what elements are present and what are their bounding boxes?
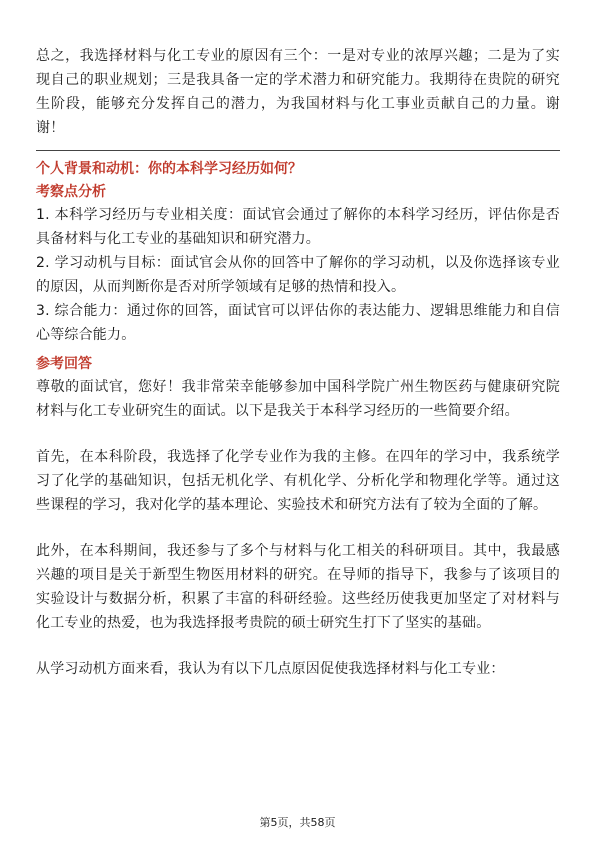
answer-paragraph-2: 首先，在本科阶段，我选择了化学专业作为我的主修。在四年的学习中，我系统学习了化学的基础知识，包括无机化学、有机化学、分析化学和物理化学等。通过这些课程的学习，我对化学的基本理论、实验技术和研究方法有了较为全面的了解。 xyxy=(36,449,560,513)
intro-paragraph: 总之，我选择材料与化工专业的原因有三个：一是对专业的浓厚兴趣；二是为了实现自己的职业规划；三是我具备一定的学术潜力和研究能力。我期待在贵院的研究生阶段，能够充分发挥自己的潜力，为我国材料与化工事业贡献自己的力量。谢谢！ xyxy=(36,48,560,136)
analysis-item-3: 3. 综合能力：通过你的回答，面试官可以评估你的表达能力、逻辑思维能力和自信心等综合能力。 xyxy=(36,303,560,343)
answer-title: 参考回答 xyxy=(36,356,92,372)
document-page xyxy=(36,44,560,681)
analysis-item-2: 2. 学习动机与目标：面试官会从你的回答中了解你的学习动机，以及你选择该专业的原因，从而判断你是否对所学领域有足够的热情和投入。 xyxy=(36,255,560,295)
answer-paragraph-3: 此外，在本科期间，我还参与了多个与材料与化工相关的科研项目。其中，我最感兴趣的项目是关于新型生物医用材料的研究。在导师的指导下，我参与了该项目的实验设计与数据分析，积累了丰富的科研经验。这些经历使我更加坚定了对材料与化工专业的热爱，也为我选择报考贵院的硕士研究生打下了坚实的基础。 xyxy=(36,543,560,631)
section-divider xyxy=(36,150,560,151)
analysis-item-1: 1. 本科学习经历与专业相关度：面试官会通过了解你的本科学习经历，评估你是否具备材料与化工专业的基础知识和研究潜力。 xyxy=(36,207,560,247)
page-number-footer: 第5页，共58页 xyxy=(259,816,336,829)
analysis-title: 考察点分析 xyxy=(36,184,106,200)
answer-paragraph-1: 尊敬的面试官，您好！我非常荣幸能够参加中国科学院广州生物医药与健康研究院材料与化工专业研究生的面试。以下是我关于本科学习经历的一些简要介绍。 xyxy=(36,379,560,419)
question-heading: 个人背景和动机：你的本科学习经历如何？ xyxy=(36,161,302,177)
answer-paragraph-4: 从学习动机方面来看，我认为有以下几点原因促使我选择材料与化工专业： xyxy=(36,661,505,677)
